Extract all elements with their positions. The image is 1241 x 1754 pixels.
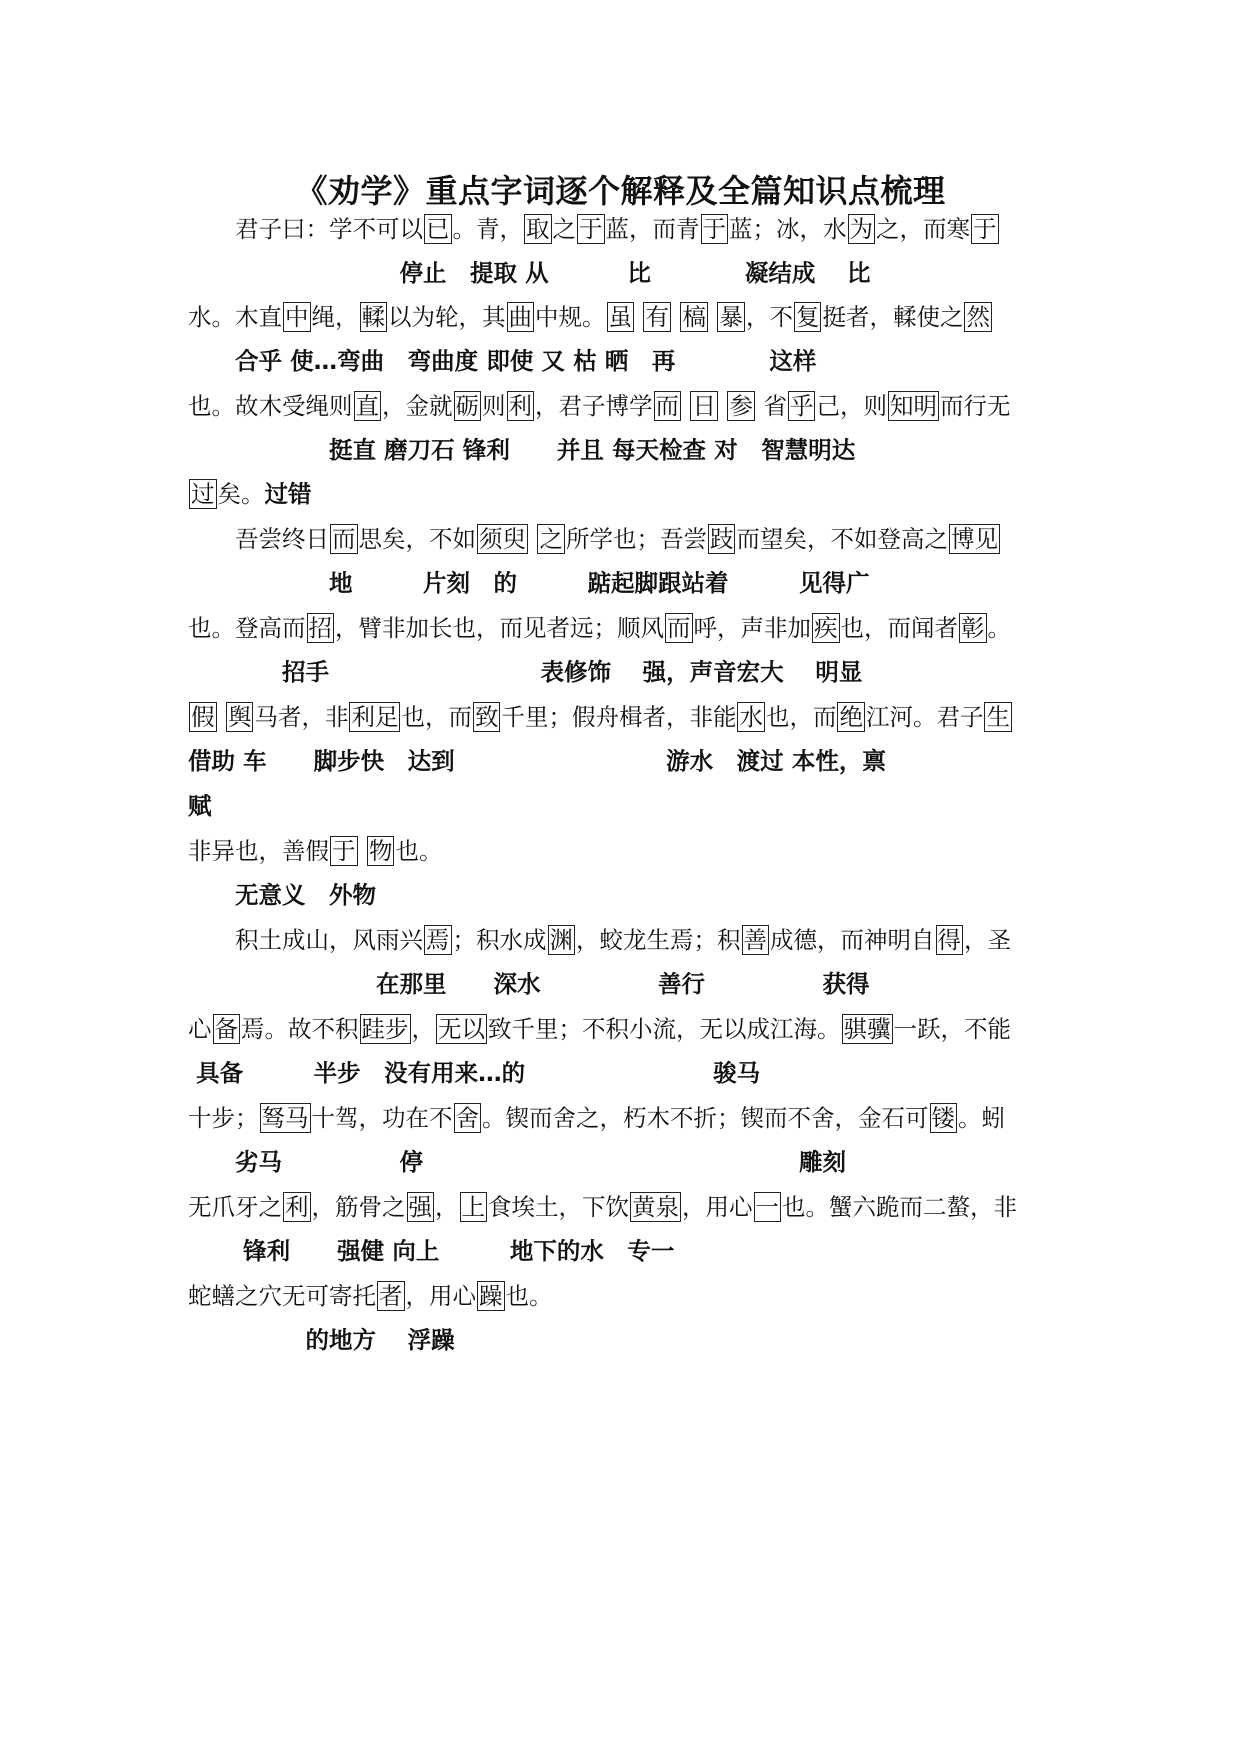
text-segment: 也。蟹六跪而二螯，非 — [782, 1193, 1017, 1221]
text-segment — [359, 837, 366, 865]
boxed-keyword: 者 — [379, 1282, 403, 1310]
boxed-keyword: 已 — [426, 215, 450, 243]
text-segment: ，筋骨之 — [311, 1193, 406, 1221]
boxed-keyword: 虽 — [608, 303, 632, 331]
text-segment: ，金就 — [382, 392, 453, 420]
boxed-keyword: 疾 — [814, 614, 838, 642]
boxed-keyword: 利足 — [351, 703, 399, 731]
text-segment: 挺者，輮使之 — [822, 303, 964, 331]
boxed-keyword: 镂 — [931, 1104, 955, 1132]
boxed-keyword: 利 — [285, 1193, 309, 1221]
gloss-line: 在那里 深水 善行 获得 — [188, 970, 870, 998]
text-segment: 也。故木受绳则 — [188, 392, 353, 420]
boxed-keyword: 知明 — [889, 392, 937, 420]
text-segment: 积土成山，风雨兴 — [188, 926, 423, 954]
boxed-keyword: 跂 — [709, 525, 734, 553]
text-line — [188, 1100, 1058, 1136]
text-segment: 也。 — [505, 1282, 553, 1310]
text-segment: 千里；假舟楫者，非能 — [501, 703, 737, 731]
text-segment: 十步； — [188, 1104, 259, 1132]
text-segment: 无爪牙之 — [188, 1193, 282, 1221]
text-segment: 蛇蟮之穴无可寄托 — [188, 1282, 376, 1310]
boxed-keyword: 中 — [285, 303, 309, 331]
boxed-keyword: 于 — [973, 215, 997, 243]
text-segment: 中规。 — [535, 303, 606, 331]
boxed-keyword: 参 — [729, 392, 753, 420]
text-segment: 呼，声非加 — [693, 614, 811, 642]
text-segment: 而望矣，不如登高之 — [736, 525, 948, 553]
boxed-keyword: 取 — [526, 215, 550, 243]
text-line — [188, 211, 1058, 247]
boxed-keyword: 生 — [986, 703, 1010, 731]
text-segment: 。蚓 — [958, 1104, 1005, 1132]
boxed-keyword: 彰 — [961, 614, 985, 642]
text-line — [188, 299, 1058, 335]
gloss-line: 借助 车 脚步快 达到 游水 渡过 本性，禀 — [188, 747, 886, 775]
boxed-keyword: 輮 — [361, 303, 385, 331]
text-segment: 十驾，功在不 — [311, 1104, 453, 1132]
text-segment: ，圣 — [964, 926, 1011, 954]
boxed-keyword: 有 — [645, 303, 669, 331]
text-segment: 则 — [482, 392, 506, 420]
text-segment — [635, 303, 642, 331]
gloss-line: 具备 半步 没有用来…的 骏马 — [188, 1059, 761, 1087]
text-segment: 绳， — [311, 303, 359, 331]
text-line — [188, 476, 1058, 512]
text-line — [188, 521, 1058, 557]
text-segment: 蓝，而青 — [605, 215, 700, 243]
boxed-keyword: 于 — [579, 215, 603, 243]
boxed-keyword: 一 — [755, 1193, 779, 1221]
boxed-keyword: 博见 — [950, 525, 998, 553]
gloss-line: 地 片刻 的 踮起脚跟站着 见得广 — [188, 569, 870, 597]
text-segment: 蓝；冰，水 — [729, 215, 847, 243]
boxed-keyword: 强 — [408, 1193, 432, 1221]
text-segment: ， — [435, 1193, 459, 1221]
text-segment: 所学也；吾尝 — [565, 525, 707, 553]
text-segment: 以为轮，其 — [388, 303, 506, 331]
text-segment: 食埃土，下饮 — [488, 1193, 629, 1221]
boxed-keyword: 槁 — [682, 303, 706, 331]
text-line — [188, 1189, 1058, 1225]
text-segment — [709, 303, 716, 331]
text-segment — [719, 392, 726, 420]
boxed-keyword: 上 — [461, 1193, 485, 1221]
text-segment: 焉。故不积 — [241, 1015, 359, 1043]
boxed-keyword: 过 — [191, 480, 215, 508]
boxed-keyword: 致 — [474, 703, 499, 731]
text-segment: ， — [411, 1015, 435, 1043]
text-segment: 思矣，不如 — [358, 525, 476, 553]
gloss-line: 挺直 磨刀石 锋利 并且 每天检查 对 智慧明达 — [188, 436, 856, 464]
boxed-keyword: 善 — [743, 926, 767, 954]
text-segment: 吾尝终日 — [188, 525, 329, 553]
boxed-keyword: 骐骥 — [843, 1015, 891, 1043]
boxed-keyword: 之 — [539, 525, 563, 553]
text-segment: ，臂非加长也，而见者远；顺风 — [335, 614, 664, 642]
boxed-keyword: 利 — [508, 392, 532, 420]
text-segment: 成德，而神明自 — [770, 926, 935, 954]
boxed-keyword: 曲 — [508, 303, 532, 331]
text-line — [188, 610, 1058, 646]
text-segment: 。锲而舍之，朽木不折；锲而不舍，金石可 — [482, 1104, 929, 1132]
gloss-line: 合乎 使…弯曲 弯曲度 即使 又 枯 晒 再 这样 — [188, 347, 817, 375]
boxed-keyword: 绝 — [839, 703, 863, 731]
text-line — [188, 922, 1058, 958]
text-line — [188, 388, 1058, 424]
text-segment: 马者，非 — [254, 703, 349, 731]
text-segment: 心 — [188, 1015, 212, 1043]
gloss-line: 无意义 外物 — [188, 881, 376, 909]
gloss-line: 招手 表修饰 强，声音宏大 明显 — [188, 658, 863, 686]
boxed-keyword: 舆 — [227, 703, 252, 731]
text-segment: 矣。 — [217, 480, 265, 508]
gloss-line: 锋利 强健 向上 地下的水 专一 — [188, 1237, 675, 1265]
text-segment: 致千里；不积小流，无以成江海。 — [488, 1015, 841, 1043]
boxed-keyword: 驽马 — [261, 1104, 309, 1132]
boxed-keyword: 日 — [692, 392, 716, 420]
gloss-line: 停止 提取 从 比 凝结成 比 — [188, 259, 871, 287]
text-segment: ，用心 — [682, 1193, 753, 1221]
text-segment: 。青， — [452, 215, 523, 243]
boxed-keyword: 水 — [739, 703, 763, 731]
text-segment — [218, 703, 225, 731]
text-line — [188, 1278, 1058, 1314]
boxed-keyword: 舍 — [455, 1104, 479, 1132]
gloss-text: 过错 — [264, 480, 312, 508]
text-segment: 而行无 — [939, 392, 1011, 420]
boxed-keyword: 黄泉 — [632, 1193, 679, 1221]
boxed-keyword: 然 — [966, 303, 990, 331]
text-segment — [672, 303, 679, 331]
boxed-keyword: 招 — [308, 614, 332, 642]
text-line — [188, 1011, 1058, 1047]
text-segment: 一跃，不能 — [893, 1015, 1011, 1043]
boxed-keyword: 砺 — [455, 392, 479, 420]
boxed-keyword: 乎 — [789, 392, 814, 420]
boxed-keyword: 直 — [355, 392, 379, 420]
text-segment: ，君子博学 — [535, 392, 653, 420]
text-segment: ，蛟龙生焉；积 — [576, 926, 741, 954]
text-segment: 也，而 — [765, 703, 837, 731]
text-segment: ，用心 — [405, 1282, 476, 1310]
text-segment: 也，而 — [401, 703, 472, 731]
boxed-keyword: 跬步 — [361, 1015, 409, 1043]
text-segment: 君子曰：学不可以 — [188, 215, 423, 243]
boxed-keyword: 而 — [655, 392, 679, 420]
boxed-keyword: 备 — [214, 1015, 238, 1043]
text-segment: 江河。君子 — [865, 703, 984, 731]
text-segment — [529, 525, 536, 553]
gloss-line: 劣马 停 雕刻 — [188, 1148, 846, 1176]
text-segment: ，不 — [745, 303, 793, 331]
boxed-keyword: 无以 — [438, 1015, 485, 1043]
boxed-keyword: 渊 — [549, 926, 573, 954]
boxed-keyword: 躁 — [479, 1282, 503, 1310]
text-segment: 也。 — [395, 837, 443, 865]
text-segment: 非异也，善假 — [188, 837, 329, 865]
boxed-keyword: 物 — [368, 837, 393, 865]
text-segment: 己，则 — [816, 392, 887, 420]
text-segment — [682, 392, 689, 420]
text-segment: 水。木直 — [188, 303, 282, 331]
gloss-line: 的地方 浮躁 — [188, 1326, 455, 1354]
boxed-keyword: 而 — [667, 614, 691, 642]
text-segment: 也，而闻者 — [840, 614, 958, 642]
text-segment: 也。登高而 — [188, 614, 306, 642]
text-line — [188, 699, 1058, 735]
text-segment: 之，而寒 — [876, 215, 970, 243]
text-line — [188, 833, 1058, 869]
boxed-keyword: 暴 — [719, 303, 743, 331]
boxed-keyword: 为 — [849, 215, 873, 243]
boxed-keyword: 而 — [332, 525, 356, 553]
text-segment: 省 — [755, 392, 787, 420]
text-segment: 之 — [552, 215, 576, 243]
boxed-keyword: 得 — [937, 926, 961, 954]
text-segment: ；积水成 — [452, 926, 547, 954]
boxed-keyword: 于 — [332, 837, 356, 865]
gloss-line: 赋 — [188, 792, 212, 820]
boxed-keyword: 假 — [191, 703, 215, 731]
boxed-keyword: 复 — [795, 303, 820, 331]
boxed-keyword: 须臾 — [479, 525, 526, 553]
boxed-keyword: 焉 — [426, 926, 450, 954]
document-title: 《劝学》重点字词逐个解释及全篇知识点梳理 — [295, 172, 946, 210]
boxed-keyword: 于 — [702, 215, 726, 243]
text-segment: 。 — [987, 614, 1011, 642]
